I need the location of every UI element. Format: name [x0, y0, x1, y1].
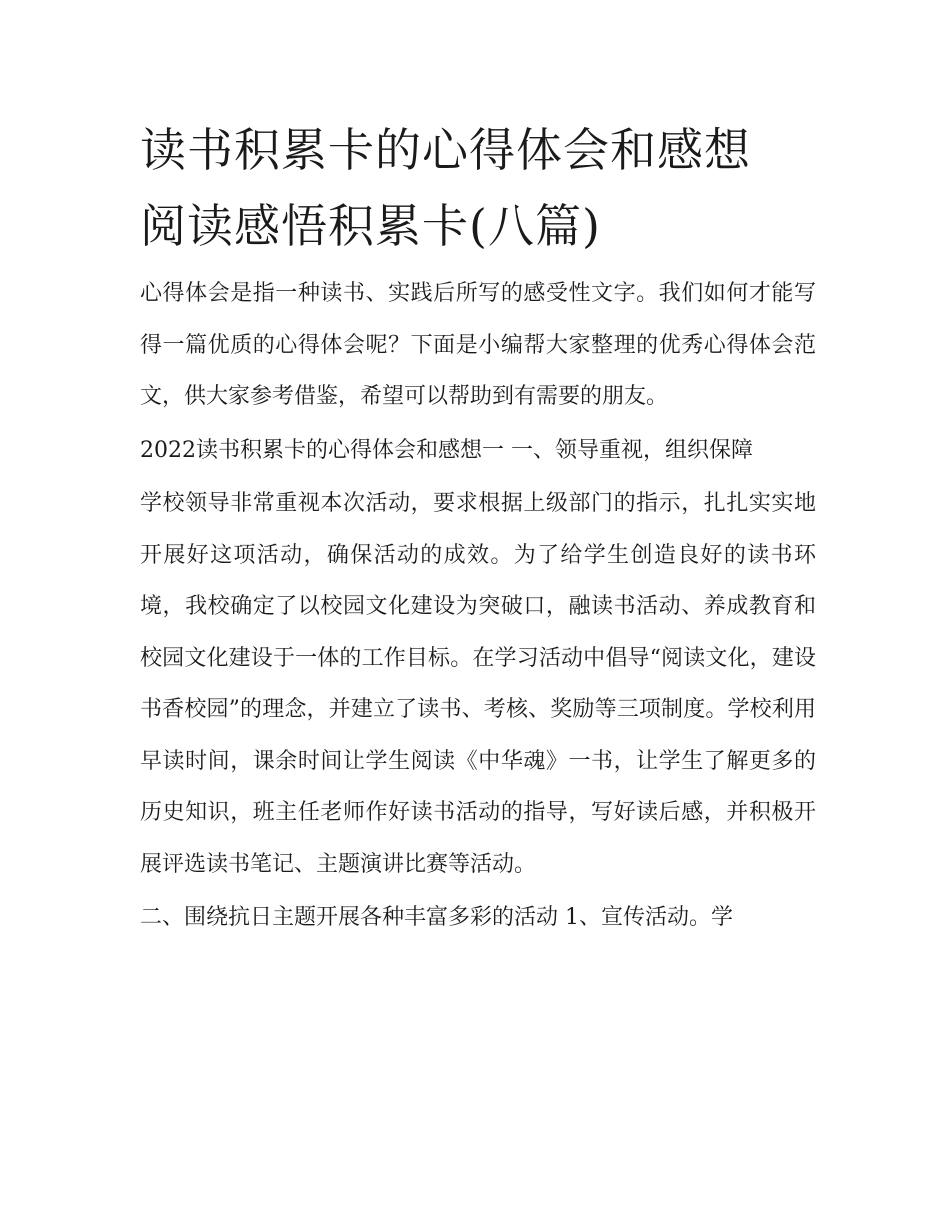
- document-title: [140, 112, 820, 264]
- section-two-paragraph: 二、围绕抗日主题开展各种丰富多彩的活动 1、宣传活动。学: [140, 905, 733, 930]
- title-line-1: 读书积累卡的心得体会和感想: [140, 123, 751, 177]
- intro-paragraph: 心得体会是指一种读书、实践后所写的感受性文字。我们如何才能写得一篇优质的心得体会呢？下面是小编帮大家整理的优秀心得体会范文，供大家参考借鉴，希望可以帮助到有需要的朋友。: [140, 281, 816, 409]
- section-heading-paragraph: 2022读书积累卡的心得体会和感想一 一、领导重视，组织保障: [140, 437, 753, 463]
- document-body: [140, 268, 816, 946]
- title-line-2: 阅读感悟积累卡(八篇): [140, 199, 601, 253]
- section-one-paragraph: 学校领导非常重视本次活动，要求根据上级部门的指示，扎扎实实地开展好这项活动，确保活动的成效。为了给学生创造良好的读书环境，我校确定了以校园文化建设为突破口，融读书活动、养成教育和校园文化建设于一体的工作目标。在学习活动中倡导“阅读文化，建设书香校园”的理念，并建立了读书、考核、奖励等三项制度。学校利用早读时间，课余时间让学生阅读《中华魂》一书，让学生了解更多的历史知识，班主任老师作好读书活动的指导，写好读后感，并积极开展评选读书笔记、主题演讲比赛等活动。: [140, 491, 816, 877]
